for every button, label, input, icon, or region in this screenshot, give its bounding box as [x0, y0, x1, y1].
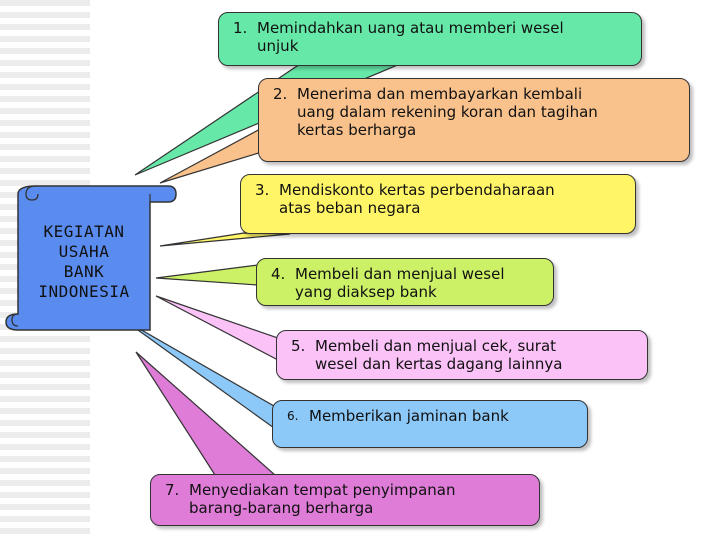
callout-text: yang diaksep bank	[295, 283, 437, 301]
callout-number: 5.	[291, 337, 306, 355]
scroll-title-line: INDONESIA	[38, 282, 130, 301]
callout-number: 3.	[255, 181, 270, 199]
callout-text: atas beban negara	[279, 199, 421, 217]
callout-text: Menerima dan membayarkan kembali	[297, 85, 583, 103]
callout-3	[240, 174, 636, 234]
callout-number: 1.	[233, 19, 248, 37]
callout-5	[276, 330, 648, 380]
callout-number: 4.	[271, 265, 286, 283]
scroll-title-line: KEGIATAN	[43, 222, 125, 241]
callout-text: barang-barang berharga	[189, 499, 374, 517]
callout-text: Menyediakan tempat penyimpanan	[189, 481, 456, 499]
callout-number: 2.	[273, 85, 288, 103]
callout-number: 6.	[287, 409, 299, 423]
callout-6	[272, 400, 588, 448]
callout-text: kertas berharga	[297, 121, 417, 139]
callout-number: 7.	[165, 481, 180, 499]
callout-text: uang dalam rekening koran dan tagihan	[297, 103, 598, 121]
callout-1	[218, 12, 642, 66]
callout-2	[258, 78, 690, 162]
pointer-3	[160, 233, 290, 246]
callout-text: Membeli dan menjual cek, surat	[315, 337, 557, 355]
callout-7	[150, 474, 540, 526]
callout-text: Mendiskonto kertas perbendaharaan	[279, 181, 555, 199]
scroll-title-line: BANK	[63, 262, 105, 281]
callout-text: wesel dan kertas dagang lainnya	[315, 355, 563, 373]
callout-text: Membeli dan menjual wesel	[295, 265, 505, 283]
callout-4	[256, 258, 554, 306]
scroll-title-line: USAHA	[58, 242, 110, 261]
scroll-title	[20, 222, 148, 302]
callout-text: unjuk	[257, 37, 299, 55]
pointer-4	[156, 265, 258, 285]
callout-text: Memindahkan uang atau memberi wesel	[257, 19, 564, 37]
callout-text: Memberikan jaminan bank	[309, 407, 509, 425]
